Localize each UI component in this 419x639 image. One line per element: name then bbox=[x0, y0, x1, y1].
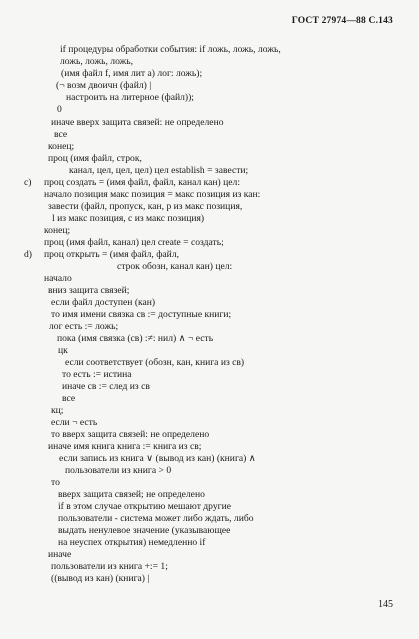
text-line: if процедуры обработки события: if ложь, ложь, ложь, bbox=[60, 44, 281, 55]
text-line: если файл доступен (кан) bbox=[51, 297, 156, 308]
text-line: пользователи из книга +:= 1; bbox=[51, 561, 168, 572]
text-line: начало bbox=[44, 273, 72, 284]
text-line: строк обозн, канал кан) цел: bbox=[117, 261, 233, 272]
text-line: лог есть := ложь; bbox=[49, 321, 119, 332]
text-line: все bbox=[62, 393, 76, 404]
text-line: конец; bbox=[44, 225, 71, 236]
text-line: проц (имя файл, строк, bbox=[48, 153, 142, 164]
text-line: кц; bbox=[51, 405, 64, 416]
text-line: вниз защита связей; bbox=[48, 285, 130, 296]
text-line: проц (имя файл, канал) цел create = создать; bbox=[44, 237, 224, 248]
text-line: иначе bbox=[48, 549, 72, 560]
text-line: цк bbox=[58, 345, 68, 356]
text-line: иначе имя книга книга := книга из св; bbox=[48, 441, 202, 452]
item-marker: c) bbox=[24, 177, 32, 188]
text-line: проц создать = (имя файл, файл, канал кан) цел: bbox=[44, 177, 240, 188]
text-line: ((вывод из кан) (книга) | bbox=[51, 573, 150, 584]
text-line: завести (файл, пропуск, кан, р из макс позиция, bbox=[48, 201, 243, 212]
text-line: (имя файл f, имя лит а) лог: ложь); bbox=[61, 68, 203, 79]
text-line: то есть := истина bbox=[62, 369, 132, 380]
text-line: если ¬ есть bbox=[51, 417, 98, 428]
item-marker: d) bbox=[24, 249, 32, 260]
text-line: (¬ возм двоичн (файл) | bbox=[56, 80, 152, 91]
text-line: пользователи - система может либо ждать, либо bbox=[58, 513, 254, 524]
page-number: 145 bbox=[378, 599, 393, 610]
text-line: на неуспех открытия) немедленно if bbox=[58, 537, 206, 548]
text-line: if в этом случае открытию мешают другие bbox=[58, 501, 231, 512]
text-line: начало позиция макс позиция = макс позиция из кан: bbox=[44, 189, 261, 200]
text-line: то имя имени связка св := доступные книги; bbox=[51, 309, 232, 320]
text-line: все bbox=[54, 129, 68, 140]
text-line: пока (имя связка (св) :≠: нил) ∧ ¬ есть bbox=[57, 333, 214, 344]
text-line: ложь, ложь, ложь, bbox=[60, 56, 134, 67]
text-line: то bbox=[51, 477, 60, 488]
text-line: конец; bbox=[48, 141, 75, 152]
text-line: иначе вверх защита связей: не определено bbox=[51, 117, 224, 128]
text-line: если запись из книга ∨ (вывод из кан) (книга) ∧ bbox=[59, 453, 256, 464]
text-line: пользователи из книга > 0 bbox=[65, 465, 172, 476]
text-line: l из макс позиция, с из макс позиция) bbox=[52, 213, 205, 224]
text-line: 0 bbox=[57, 104, 62, 115]
text-line: вверх защита связей; не определено bbox=[58, 489, 205, 500]
text-line: проц открыть = (имя файл, файл, bbox=[44, 249, 180, 260]
page-header: ГОСТ 27974—88 С.143 bbox=[291, 16, 393, 26]
text-line: канал, цел, цел, цел) цел establish = завести; bbox=[69, 165, 249, 176]
text-line: иначе св := след из св bbox=[62, 381, 150, 392]
text-line: выдать ненулевое значение (указывающее bbox=[58, 525, 231, 536]
text-line: если соответствует (обозн, кан, книга из св) bbox=[65, 357, 245, 368]
text-line: то вверх защита связей: не определено bbox=[51, 429, 210, 440]
text-line: настроить на литерное (файл)); bbox=[66, 92, 194, 103]
